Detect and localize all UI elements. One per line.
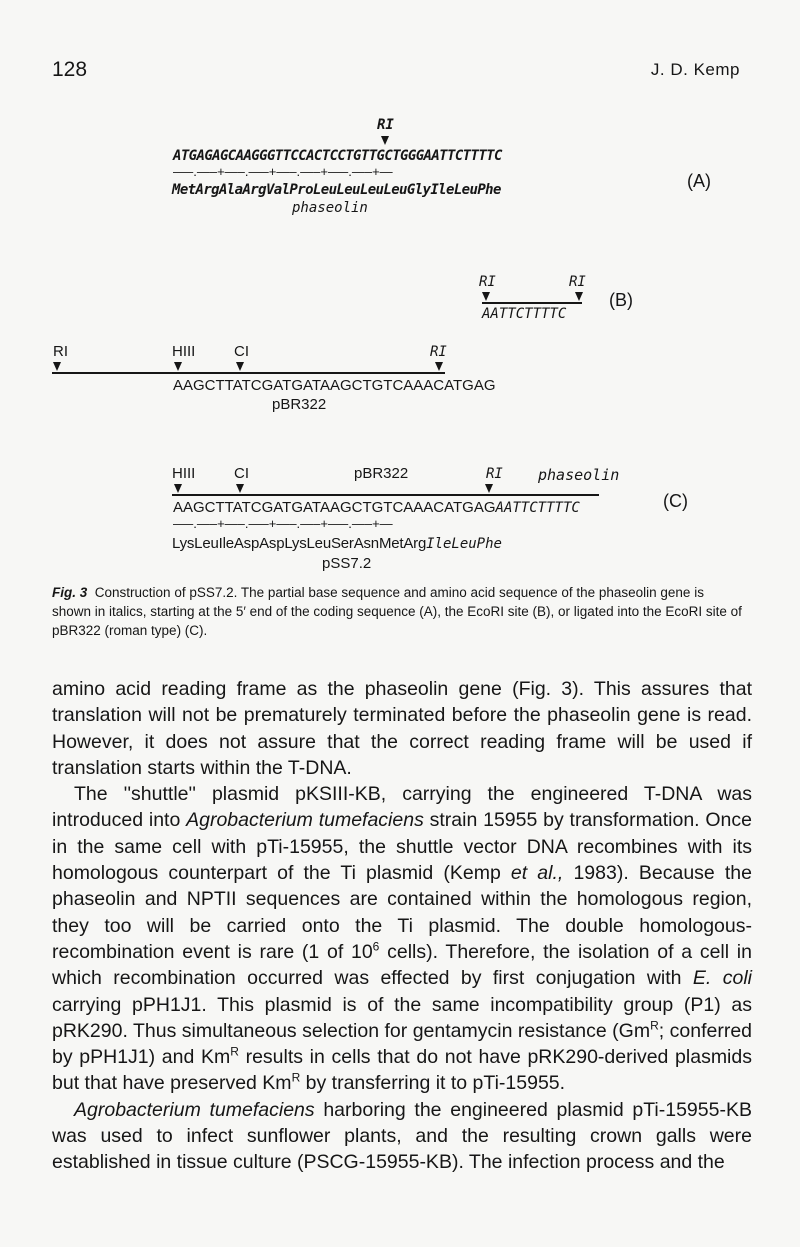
panel-c-label: (C) <box>663 491 688 511</box>
vector-site-hiii: HIII <box>172 343 196 360</box>
panel-c-sequence-italic: AATTCTTTTC <box>495 500 580 516</box>
figure-caption <box>52 583 742 640</box>
panel-a-amino-acids: MetArgAlaArgValProLeuLeuLeuLeuGlyIleLeuPhe <box>172 182 501 198</box>
paragraph-1: amino acid reading frame as the phaseolin gene (Fig. 3). This assures that translation will not be prematurely terminated before the phaseolin gene is read. However, it does not assure that the correct reading frame will be used if translation starts within the T-DNA. <box>52 678 752 779</box>
panel-b-site-left: RI <box>479 274 496 290</box>
vector-line <box>52 372 445 374</box>
panel-a-tick-line: —–.—–+—–.—–+—–.—–+—–.—–+— <box>173 164 393 179</box>
panel-c-arrow-ci <box>236 484 244 493</box>
panel-c-site-hiii: HIII <box>172 465 196 482</box>
vector-arrow-ri <box>53 362 61 371</box>
panel-a-site-label: RI <box>377 117 394 133</box>
panel-c-vector-name: pBR322 <box>354 465 409 482</box>
panel-c-amino-acids <box>172 535 502 553</box>
panel-b-sequence: AATTCTTTTC <box>482 306 567 322</box>
vector-site-ci: CI <box>234 343 249 360</box>
panel-b-label: (B) <box>609 290 633 310</box>
vector-arrow-ci <box>236 362 244 371</box>
vector-site-ri-right: RI <box>430 344 447 360</box>
vector-name: pBR322 <box>272 396 327 413</box>
panel-c-aa-italic: IleLeuPhe <box>426 536 502 552</box>
panel-c-gene-name: phaseolin <box>538 466 620 484</box>
panel-c-plasmid: pSS7.2 <box>322 555 372 572</box>
body-text <box>52 676 752 1176</box>
panel-b-site-right: RI <box>569 274 586 290</box>
panel-c-line <box>172 494 599 496</box>
panel-a-sequence: ATGAGAGCAAGGGTTCCACTCCTGTTGCTGGGAATTCTTTTC <box>173 148 502 164</box>
running-head-author: J. D. Kemp <box>650 60 740 79</box>
panel-b-arrow-left <box>482 292 490 301</box>
caption-label: Fig. 3 <box>52 585 88 600</box>
panel-b-arrow-right <box>575 292 583 301</box>
panel-c-arrow-hiii <box>174 484 182 493</box>
panel-b-line <box>482 302 582 304</box>
panel-c-site-ri: RI <box>486 466 503 482</box>
panel-c-site-ci: CI <box>234 465 249 482</box>
vector-site-ri: RI <box>53 343 68 360</box>
panel-c-aa-roman: LysLeuIleAspAspLysLeuSerAsnMetArg <box>172 535 427 552</box>
vector-arrow-hiii <box>174 362 182 371</box>
vector-arrow-ri-right <box>435 362 443 371</box>
caption-text: Construction of pSS7.2. The partial base sequence and amino acid sequence of the phaseolin gene is shown in italics, starting at the 5′ end of the coding sequence (A), the EcoRI site (B), or ligated into the EcoRI site of pBR322 (roman type) (C). <box>52 585 742 638</box>
panel-a-label: (A) <box>687 171 711 191</box>
panel-a-gene-name: phaseolin <box>292 200 368 216</box>
page-number: 128 <box>52 58 88 81</box>
panel-c-sequence <box>173 499 580 517</box>
panel-c-sequence-roman: AAGCTTATCGATGATAAGCTGTCAAACATGAG <box>173 499 496 516</box>
paragraph-3: Agrobacterium tumefaciens harboring the engineered plasmid pTi-15955-KB was used to infect sunflower plants, and the resulting crown galls were established in tissue culture (PSCG-15955-KB). The infection process and the <box>52 1098 752 1174</box>
panel-c-arrow-ri <box>485 484 493 493</box>
panel-c-tick-line: —–.—–+—–.—–+—–.—–+—–.—–+— <box>173 516 393 531</box>
paragraph-2: The ''shuttle'' plasmid pKSIII-KB, carrying the engineered T-DNA was introduced into Agrobacterium tumefaciens strain 15955 by transformation. Once in the same cell with pTi-15955, the shuttle vector DNA recombines with its homologous counterpart of the Ti plasmid (Kemp et al., 1983). Because the phaseolin and NPTII sequences are contained within the homologous region, they too will be carried onto the Ti plasmid. The double homologous-recombination event is rare (1 of $10^6$ cells). Therefore, the isolation of a cell in which recombination occurred was effected by first conjugation with E. coli carrying pPH1J1. This plasmid is of the same incompatibility group (P1) as pRK290. Thus simultaneous selection for gentamycin resistance ($Gm^R$; conferred by pPH1J1) and $Km^R$ results in cells that do not have pRK290-derived plasmids but that have preserved $Km^R$ by transferring it to pTi-15955. <box>52 783 753 1095</box>
panel-a-site-arrow <box>381 136 389 145</box>
vector-sequence: AAGCTTATCGATGATAAGCTGTCAAACATGAG <box>173 377 496 394</box>
